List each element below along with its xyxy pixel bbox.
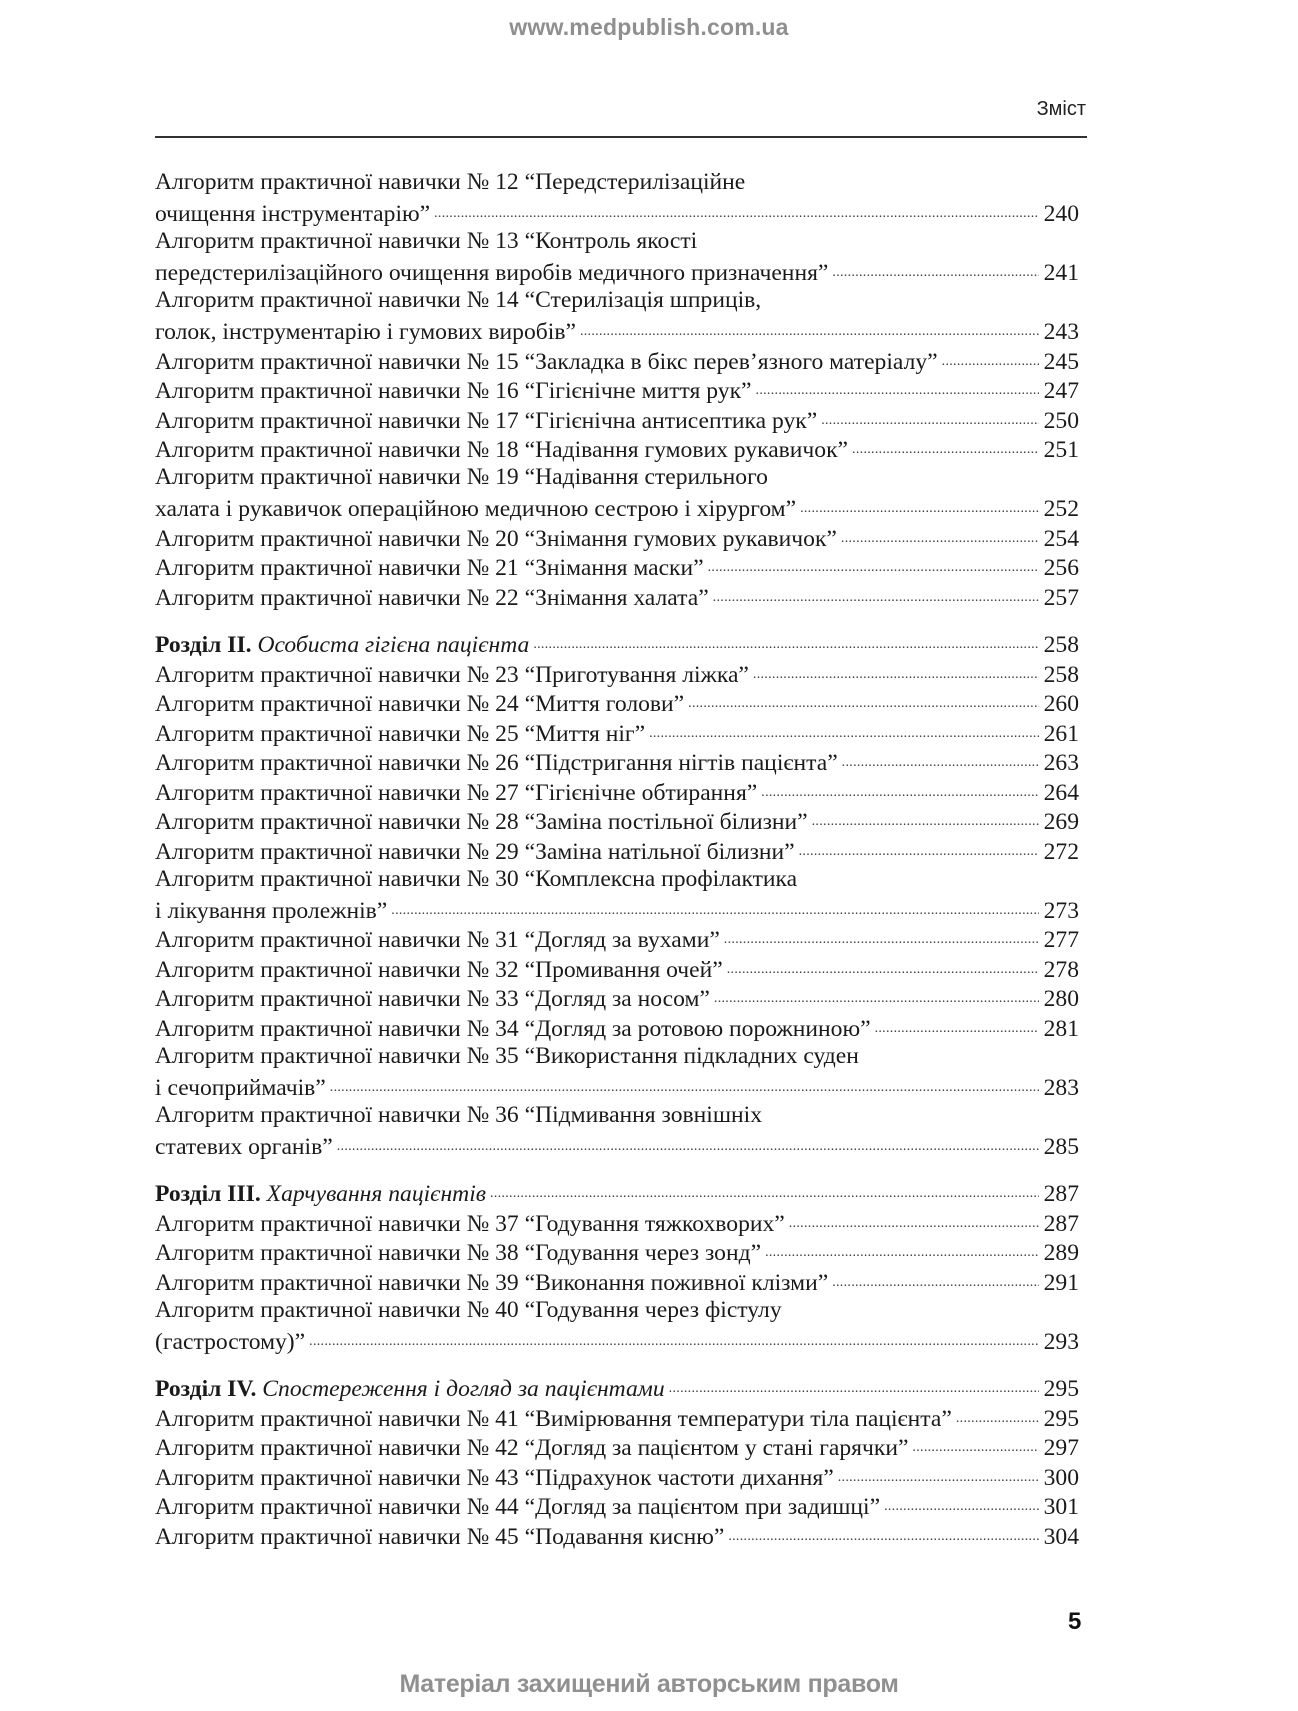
dot-leader bbox=[832, 257, 1039, 281]
toc-entry[interactable] bbox=[155, 924, 1079, 954]
toc-entry-text: Алгоритм практичної навички № 28 “Заміна постільної білизни” bbox=[155, 809, 808, 836]
dot-leader bbox=[434, 198, 1039, 222]
dot-leader bbox=[884, 1491, 1039, 1515]
toc-entry[interactable] bbox=[155, 747, 1079, 777]
page-ref: 272 bbox=[1043, 838, 1079, 865]
dot-leader bbox=[713, 581, 1039, 605]
toc-entry-text: Алгоритм практичної навички № 44 “Догляд за пацієнтом при задишці” bbox=[155, 1494, 881, 1521]
page-ref: 287 bbox=[1043, 1210, 1079, 1237]
publisher-watermark: www.medpublish.com.ua bbox=[509, 14, 789, 40]
page-ref: 304 bbox=[1043, 1523, 1079, 1550]
page-ref: 269 bbox=[1043, 809, 1079, 836]
toc-entry-text: Алгоритм практичної навички № 45 “Подавання кисню” bbox=[155, 1523, 725, 1550]
page-ref: 260 bbox=[1043, 691, 1079, 718]
toc-entry-text: халата і рукавичок операційною медичною сестрою і хірургом” bbox=[155, 496, 797, 523]
page-ref: 243 bbox=[1043, 319, 1079, 346]
toc-entry-continued[interactable] bbox=[155, 227, 1079, 257]
page-ref: 287 bbox=[1043, 1181, 1079, 1208]
toc-entry[interactable] bbox=[155, 953, 1079, 983]
page-ref: 283 bbox=[1043, 1074, 1079, 1101]
page-ref: 247 bbox=[1043, 378, 1079, 405]
dot-leader bbox=[490, 1178, 1039, 1202]
toc-entry-text: Алгоритм практичної навички № 35 “Використання підкладних суден bbox=[155, 1042, 859, 1069]
dot-leader bbox=[812, 806, 1039, 830]
toc-entry-text: Алгоритм практичної навички № 29 “Заміна натільної білизни” bbox=[155, 838, 795, 865]
toc-entry[interactable] bbox=[155, 1432, 1079, 1462]
dot-leader bbox=[669, 1373, 1039, 1397]
toc-entry-text: очищення інструментарію” bbox=[155, 201, 431, 228]
section-heading-text bbox=[155, 1375, 665, 1405]
dot-leader bbox=[756, 375, 1039, 399]
toc-entry-text: Алгоритм практичної навички № 24 “Миття голови” bbox=[155, 691, 685, 718]
toc-entry-text: Алгоритм практичної навички № 27 “Гігієнічне обтирання” bbox=[155, 779, 758, 806]
page-ref: 251 bbox=[1043, 437, 1079, 464]
toc-entry-continued[interactable] bbox=[155, 865, 1079, 895]
page-ref: 293 bbox=[1043, 1328, 1079, 1355]
toc-entry-text: Алгоритм практичної навички № 19 “Надівання стерильного bbox=[155, 464, 768, 490]
dot-leader bbox=[761, 776, 1039, 800]
toc-entry-text: (гастростому)” bbox=[155, 1328, 306, 1355]
toc-entry[interactable] bbox=[155, 1491, 1079, 1521]
toc-entry-text: і лікування пролежнів” bbox=[155, 897, 388, 924]
dot-leader bbox=[649, 717, 1039, 741]
toc-entry[interactable] bbox=[155, 1237, 1079, 1267]
toc-entry[interactable] bbox=[155, 1071, 1079, 1101]
page-ref: 295 bbox=[1043, 1376, 1079, 1403]
toc-entry[interactable] bbox=[155, 806, 1079, 836]
toc-entry-text: Алгоритм практичної навички № 36 “Підмивання зовнішніх bbox=[155, 1101, 762, 1128]
toc-entry-text: Алгоритм практичної навички № 21 “Знімання маски” bbox=[155, 555, 704, 582]
toc-entry-text: статевих органів” bbox=[155, 1133, 333, 1160]
toc-entry[interactable] bbox=[155, 1266, 1079, 1296]
dot-leader bbox=[799, 835, 1039, 859]
section-heading[interactable] bbox=[155, 629, 1079, 659]
dot-leader bbox=[852, 434, 1039, 458]
toc-entry-continued[interactable] bbox=[155, 1296, 1079, 1326]
page-ref: 258 bbox=[1043, 632, 1079, 659]
page-ref: 300 bbox=[1043, 1464, 1079, 1491]
toc-entry[interactable] bbox=[155, 1461, 1079, 1491]
dot-leader bbox=[841, 522, 1039, 546]
toc-entry[interactable] bbox=[155, 345, 1079, 375]
toc-entry[interactable] bbox=[155, 894, 1079, 924]
toc-entry-continued[interactable] bbox=[155, 286, 1079, 316]
toc-entry[interactable] bbox=[155, 1012, 1079, 1042]
section-title: Харчування пацієнтів bbox=[266, 1181, 487, 1208]
toc-entry-text: передстерилізаційного очищення виробів медичного призначення” bbox=[155, 260, 829, 287]
toc-entry-text: Алгоритм практичної навички № 42 “Догляд за пацієнтом у стані гарячки” bbox=[155, 1435, 909, 1462]
section-heading-text bbox=[155, 631, 529, 661]
page-ref: 241 bbox=[1043, 260, 1079, 287]
toc-entry[interactable] bbox=[155, 522, 1079, 552]
toc-entry-text: Алгоритм практичної навички № 43 “Підрахунок частоти дихання” bbox=[155, 1464, 834, 1491]
dot-leader bbox=[728, 1520, 1039, 1544]
toc-entry-text: голок, інструментарію і гумових виробів” bbox=[155, 319, 576, 346]
toc-entry[interactable] bbox=[155, 1130, 1079, 1160]
running-head: Зміст bbox=[1036, 98, 1086, 120]
dot-leader bbox=[724, 924, 1039, 948]
dot-leader bbox=[842, 747, 1039, 771]
toc-entry[interactable] bbox=[155, 375, 1079, 405]
dot-leader bbox=[753, 658, 1039, 682]
page-ref: 289 bbox=[1043, 1240, 1079, 1267]
dot-leader bbox=[789, 1207, 1039, 1231]
page-ref: 291 bbox=[1043, 1269, 1079, 1296]
toc-entry-text: Алгоритм практичної навички № 23 “Приготування ліжка” bbox=[155, 661, 749, 688]
toc-entry-text: і сечоприймачів” bbox=[155, 1074, 326, 1101]
toc-entry[interactable] bbox=[155, 717, 1079, 747]
toc-entry-text: Алгоритм практичної навички № 40 “Годування через фістулу bbox=[155, 1296, 782, 1323]
toc-section bbox=[155, 168, 1079, 611]
toc-entry[interactable] bbox=[155, 257, 1079, 287]
section-heading[interactable] bbox=[155, 1373, 1079, 1403]
page-ref: 273 bbox=[1043, 897, 1079, 924]
toc-entry-text: Алгоритм практичної навички № 31 “Догляд за вухами” bbox=[155, 927, 720, 954]
toc-entry-text: Алгоритм практичної навички № 13 “Контроль якості bbox=[155, 228, 698, 254]
toc-entry-text: Алгоритм практичної навички № 34 “Догляд за ротовою порожниною” bbox=[155, 1015, 871, 1042]
dot-leader bbox=[838, 1461, 1039, 1485]
dot-leader bbox=[800, 493, 1039, 517]
toc-section bbox=[155, 629, 1079, 1160]
section-title: Спостереження і догляд за пацієнтами bbox=[262, 1376, 665, 1403]
toc-entry-text: Алгоритм практичної навички № 16 “Гігієнічне миття рук” bbox=[155, 378, 752, 405]
page-ref: 264 bbox=[1043, 779, 1079, 806]
dot-leader bbox=[765, 1237, 1039, 1261]
page-ref: 252 bbox=[1043, 496, 1079, 523]
dot-leader bbox=[337, 1130, 1039, 1154]
page-ref: 280 bbox=[1043, 986, 1079, 1013]
dot-leader bbox=[391, 894, 1039, 918]
toc-entry-text: Алгоритм практичної навички № 25 “Миття ніг” bbox=[155, 720, 646, 747]
dot-leader bbox=[309, 1325, 1039, 1349]
toc-entry-text: Алгоритм практичної навички № 26 “Підстригання нігтів пацієнта” bbox=[155, 750, 838, 777]
page-ref: 258 bbox=[1043, 661, 1079, 688]
section-label: Розділ IV. bbox=[155, 1376, 257, 1403]
dot-leader bbox=[580, 316, 1039, 340]
page-ref: 254 bbox=[1043, 525, 1079, 552]
toc-entry[interactable] bbox=[155, 1520, 1079, 1550]
toc-entry-text: Алгоритм практичної навички № 32 “Промивання очей” bbox=[155, 956, 723, 983]
page-ref: 250 bbox=[1043, 407, 1079, 434]
page-ref: 240 bbox=[1043, 201, 1079, 228]
toc-entry[interactable] bbox=[155, 552, 1079, 582]
toc-entry[interactable] bbox=[155, 835, 1079, 865]
dot-leader bbox=[912, 1432, 1039, 1456]
toc-entry[interactable] bbox=[155, 1325, 1079, 1355]
dot-leader bbox=[875, 1012, 1039, 1036]
dot-leader bbox=[688, 688, 1039, 712]
page-ref: 278 bbox=[1043, 956, 1079, 983]
toc-entry-text: Алгоритм практичної навички № 17 “Гігієнічна антисептика рук” bbox=[155, 407, 818, 434]
toc-entry[interactable] bbox=[155, 776, 1079, 806]
toc-entry[interactable] bbox=[155, 1402, 1079, 1432]
toc-entry[interactable] bbox=[155, 316, 1079, 346]
toc-entry[interactable] bbox=[155, 198, 1079, 228]
dot-leader bbox=[821, 404, 1039, 428]
section-label: Розділ II. bbox=[155, 632, 252, 659]
page-number: 5 bbox=[1068, 1608, 1082, 1635]
toc-entry-text: Алгоритм практичної навички № 22 “Знімання халата” bbox=[155, 584, 709, 611]
toc-entry[interactable] bbox=[155, 493, 1079, 523]
dot-leader bbox=[832, 1266, 1039, 1290]
toc-entry-text: Алгоритм практичної навички № 39 “Виконання поживної клізми” bbox=[155, 1269, 829, 1296]
toc-entry-text: Алгоритм практичної навички № 33 “Догляд за носом” bbox=[155, 986, 710, 1013]
page-ref: 277 bbox=[1043, 927, 1079, 954]
toc-entry[interactable] bbox=[155, 983, 1079, 1013]
dot-leader bbox=[330, 1071, 1039, 1095]
page-ref: 301 bbox=[1043, 1494, 1079, 1521]
section-heading-text bbox=[155, 1180, 486, 1210]
page-ref: 256 bbox=[1043, 555, 1079, 582]
page-ref: 285 bbox=[1043, 1133, 1079, 1160]
toc-entry-text: Алгоритм практичної навички № 20 “Знімання гумових рукавичок” bbox=[155, 525, 837, 552]
page-ref: 295 bbox=[1043, 1405, 1079, 1432]
toc-entry-text: Алгоритм практичної навички № 30 “Комплексна профілактика bbox=[155, 865, 798, 892]
toc-entry-text: Алгоритм практичної навички № 37 “Годування тяжкохворих” bbox=[155, 1210, 785, 1237]
toc-entry-text: Алгоритм практичної навички № 14 “Стерилізація шприців, bbox=[155, 287, 762, 313]
toc-entry-text: Алгоритм практичної навички № 15 “Закладка в бікс перев’язного матеріалу” bbox=[155, 348, 938, 375]
toc-entry[interactable] bbox=[155, 581, 1079, 611]
section-heading[interactable] bbox=[155, 1178, 1079, 1208]
page-ref: 261 bbox=[1043, 720, 1079, 747]
page-ref: 297 bbox=[1043, 1435, 1079, 1462]
dot-leader bbox=[942, 345, 1039, 369]
dot-leader bbox=[533, 629, 1039, 653]
toc-section bbox=[155, 1373, 1079, 1550]
table-of-contents bbox=[155, 168, 1079, 1568]
toc-entry[interactable] bbox=[155, 404, 1079, 434]
dot-leader bbox=[727, 953, 1039, 977]
toc-section bbox=[155, 1178, 1079, 1355]
dot-leader bbox=[708, 552, 1039, 576]
toc-entry[interactable] bbox=[155, 1207, 1079, 1237]
toc-entry-continued[interactable] bbox=[155, 168, 1079, 198]
page-ref: 257 bbox=[1043, 584, 1079, 611]
section-title: Особиста гігієна пацієнта bbox=[257, 632, 530, 659]
toc-entry-text: Алгоритм практичної навички № 41 “Вимірювання температури тіла пацієнта” bbox=[155, 1405, 952, 1432]
section-label: Розділ III. bbox=[155, 1181, 261, 1208]
toc-entry-continued[interactable] bbox=[155, 1042, 1079, 1072]
dot-leader bbox=[956, 1402, 1039, 1426]
toc-entry-text: Алгоритм практичної навички № 12 “Передстерилізаційне bbox=[155, 169, 746, 195]
toc-entry[interactable] bbox=[155, 688, 1079, 718]
dot-leader bbox=[714, 983, 1039, 1007]
toc-entry-text: Алгоритм практичної навички № 38 “Годування через зонд” bbox=[155, 1240, 762, 1267]
toc-entry[interactable] bbox=[155, 434, 1079, 464]
toc-entry-text: Алгоритм практичної навички № 18 “Надівання гумових рукавичок” bbox=[155, 437, 849, 464]
copyright-watermark: Матеріал захищений авторським правом bbox=[399, 1670, 899, 1698]
toc-entry[interactable] bbox=[155, 658, 1079, 688]
page-ref: 245 bbox=[1043, 348, 1079, 375]
toc-entry-continued[interactable] bbox=[155, 463, 1079, 493]
page-ref: 281 bbox=[1043, 1015, 1079, 1042]
header-divider bbox=[155, 136, 1087, 138]
toc-entry-continued[interactable] bbox=[155, 1101, 1079, 1131]
page-ref: 263 bbox=[1043, 750, 1079, 777]
